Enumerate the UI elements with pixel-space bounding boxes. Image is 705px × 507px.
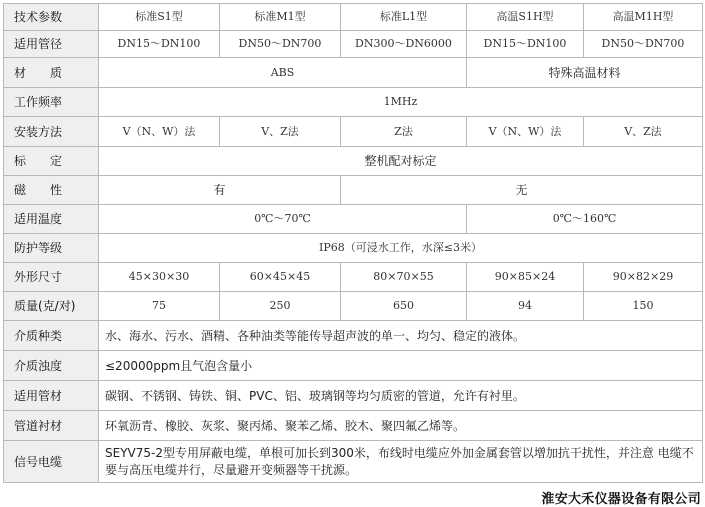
cell-value: DN300～DN6000	[341, 31, 467, 58]
row-pipe-material	[4, 381, 703, 411]
header-row	[4, 4, 703, 31]
cell-value: 75	[99, 292, 220, 321]
cell-value: 碳钢、不锈钢、铸铁、铜、PVC、铝、玻璃钢等均匀质密的管道，允许有衬里。	[99, 381, 703, 411]
cell-value: 无	[341, 176, 703, 205]
cell-value: 90×82×29	[584, 263, 703, 292]
cell-value: 0℃～70℃	[99, 205, 467, 234]
cell-value: 150	[584, 292, 703, 321]
row-turbidity	[4, 351, 703, 381]
row-label: 防护等级	[4, 234, 99, 263]
row-label: 介质浊度	[4, 351, 99, 381]
row-material	[4, 58, 703, 88]
header-s1: 标准S1型	[99, 4, 220, 31]
cell-value: Z法	[341, 117, 467, 147]
header-param: 技术参数	[4, 4, 99, 31]
row-signal-cable	[4, 441, 703, 483]
row-install-method	[4, 117, 703, 147]
cell-value: V、Z法	[584, 117, 703, 147]
row-temperature	[4, 205, 703, 234]
row-label: 材 质	[4, 58, 99, 88]
header-s1h: 高温S1H型	[467, 4, 584, 31]
row-pipe-diameter	[4, 31, 703, 58]
row-mass	[4, 292, 703, 321]
cell-value: 整机配对标定	[99, 147, 703, 176]
row-label: 管道衬材	[4, 411, 99, 441]
row-frequency	[4, 88, 703, 117]
row-calibration	[4, 147, 703, 176]
cell-value: ABS	[99, 58, 467, 88]
row-protection	[4, 234, 703, 263]
cell-value: IP68（可浸水工作，水深≤3米）	[99, 234, 703, 263]
cell-value: DN15～DN100	[99, 31, 220, 58]
company-name: 淮安大禾仪器设备有限公司	[541, 492, 701, 507]
row-label: 适用管径	[4, 31, 99, 58]
cell-value: 水、海水、污水、酒精、各种油类等能传导超声波的单一、均匀、稳定的液体。	[99, 321, 703, 351]
cell-value: 90×85×24	[467, 263, 584, 292]
row-medium-type	[4, 321, 703, 351]
spec-table	[3, 3, 703, 483]
cell-value: 1MHz	[99, 88, 703, 117]
cell-value: 60×45×45	[220, 263, 341, 292]
row-label: 外形尺寸	[4, 263, 99, 292]
cell-value: 650	[341, 292, 467, 321]
cell-value: DN50～DN700	[220, 31, 341, 58]
cell-value: DN15～DN100	[467, 31, 584, 58]
row-label: 介质种类	[4, 321, 99, 351]
row-label: 适用温度	[4, 205, 99, 234]
cell-value: V（N、W）法	[467, 117, 584, 147]
row-pipe-lining	[4, 411, 703, 441]
row-label: 工作频率	[4, 88, 99, 117]
cell-value: 250	[220, 292, 341, 321]
row-label: 适用管材	[4, 381, 99, 411]
row-magnetic	[4, 176, 703, 205]
cell-value: ≤20000ppm且气泡含量小	[99, 351, 703, 381]
row-label: 质量(克/对)	[4, 292, 99, 321]
cell-value: V、Z法	[220, 117, 341, 147]
row-label: 安装方法	[4, 117, 99, 147]
header-m1h: 高温M1H型	[584, 4, 703, 31]
cell-value: DN50～DN700	[584, 31, 703, 58]
cell-value: 特殊高温材料	[467, 58, 703, 88]
cell-value: SEYV75-2型专用屏蔽电缆，单根可加长到300米，布线时电缆应外加金属套管以增加抗干扰性，并注意 电缆不要与高压电缆并行，尽量避开变频器等干扰源。	[99, 441, 703, 483]
cell-value: 有	[99, 176, 341, 205]
cell-value: V（N、W）法	[99, 117, 220, 147]
cell-value: 80×70×55	[341, 263, 467, 292]
header-l1: 标准L1型	[341, 4, 467, 31]
cell-value: 0℃～160℃	[467, 205, 703, 234]
cell-value: 45×30×30	[99, 263, 220, 292]
row-label: 信号电缆	[4, 441, 99, 483]
row-dimensions	[4, 263, 703, 292]
row-label: 标 定	[4, 147, 99, 176]
header-m1: 标准M1型	[220, 4, 341, 31]
cell-value: 94	[467, 292, 584, 321]
row-label: 磁 性	[4, 176, 99, 205]
cell-value: 环氧沥青、橡胶、灰浆、聚丙烯、聚苯乙烯、胶木、聚四氟乙烯等。	[99, 411, 703, 441]
